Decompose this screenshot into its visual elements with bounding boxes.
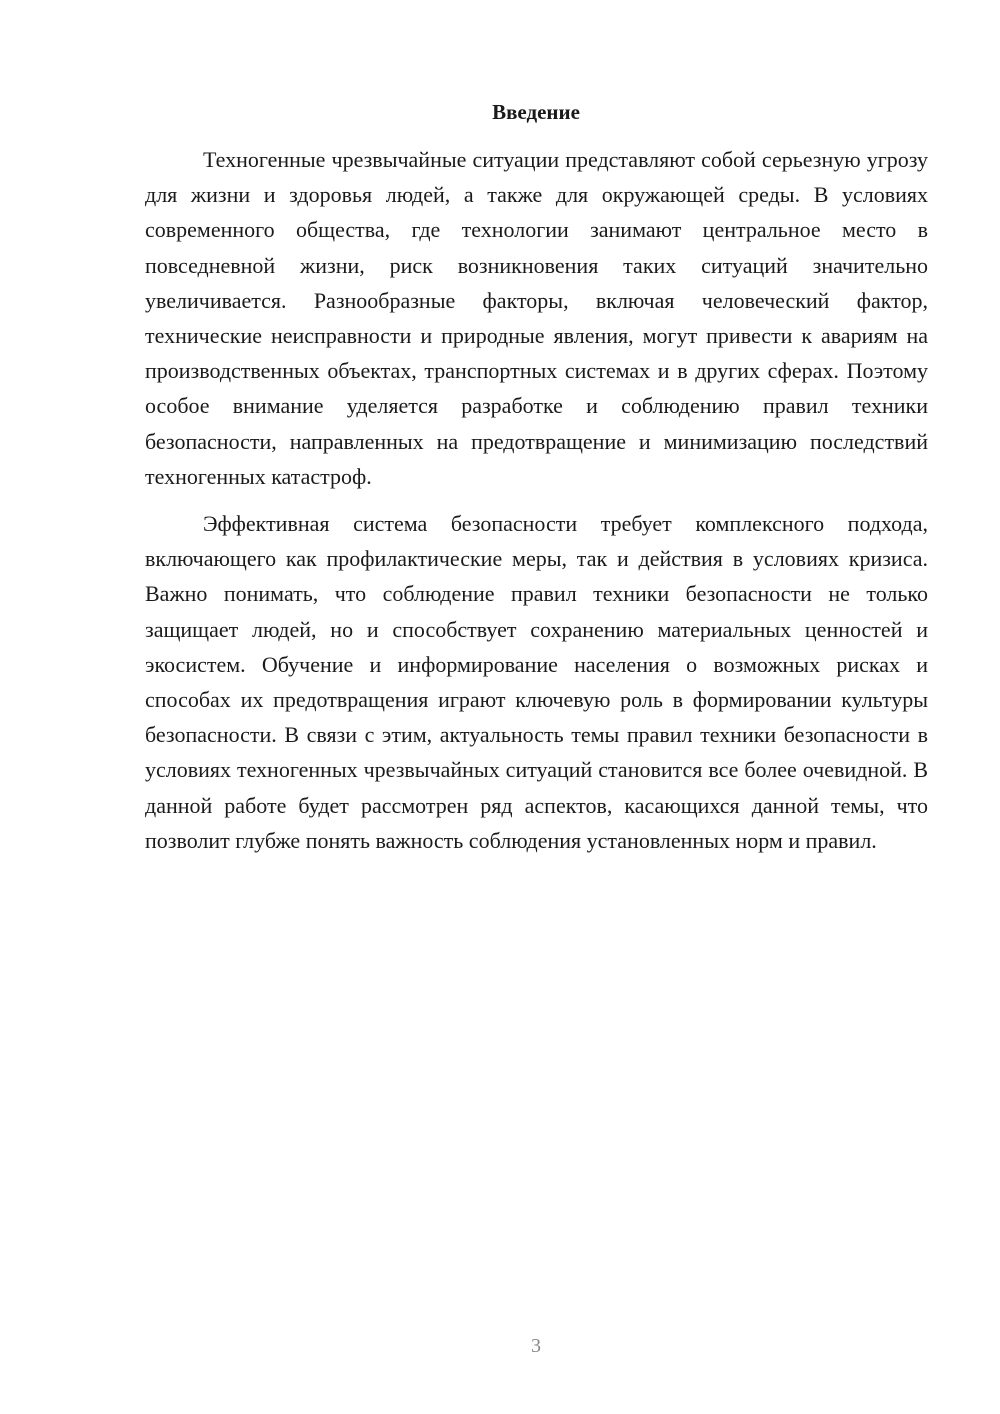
paragraph-2: Эффективная система безопасности требует комплексного подхода, включающего как профилактические меры, так и действия в условиях кризиса. Важно понимать, что соблюдение правил техники безопасности не только защищает людей, но и способствует сохранению материальных ценностей и экосистем. Обучение и информирование населения о возможных рисках и способах их предотвращения играют ключевую роль в формировании культуры безопасности. В связи с этим, актуальность темы правил техники безопасности в условиях техногенных чрезвычайных ситуаций становится все более очевидной. В данной работе будет рассмотрен ряд аспектов, касающихся данной темы, что позволит глубже понять важность соблюдения установленных норм и правил. [145, 511, 928, 853]
page-number: 3 [531, 1335, 541, 1357]
paragraph-1: Техногенные чрезвычайные ситуации представляют собой серьезную угрозу для жизни и здоровья людей, а также для окружающей среды. В условиях современного общества, где технологии занимают центральное место в повседневной жизни, риск возникновения таких ситуаций значительно увеличивается. Разнообразные факторы, включая человеческий фактор, технические неисправности и природные явления, могут привести к авариям на производственных объектах, транспортных системах и в других сферах. Поэтому особое внимание уделяется разработке и соблюдению правил техники безопасности, направленных на предотвращение и минимизацию последствий техногенных катастроф. [145, 147, 928, 489]
section-heading: Введение [492, 100, 580, 124]
body-text [145, 142, 928, 858]
